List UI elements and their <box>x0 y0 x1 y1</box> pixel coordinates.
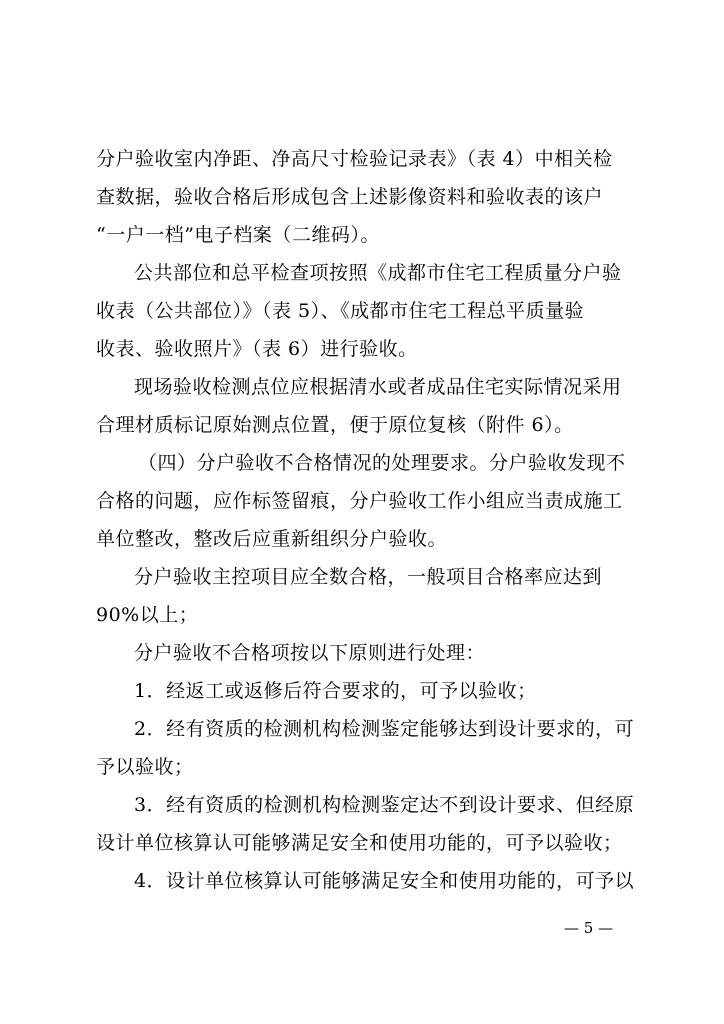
text-line-15: 1．经返工或返修后符合要求的，可予以验收； <box>134 680 537 702</box>
text-line-16: 2．经有资质的检测机构检测鉴定能够达到设计要求的，可 <box>134 718 635 740</box>
text-line-8: 合理材质标记原始测点位置，便于原位复核（附件 6）。 <box>96 414 574 436</box>
page-number: — 5 — <box>564 919 614 937</box>
text-line-3: “一户一档”电子档案（二维码）。 <box>96 224 380 246</box>
text-line-5: 收表（公共部位）》（表 5）、《成都市住宅工程总平质量验 <box>96 300 585 322</box>
text-line-2: 查数据，验收合格后形成包含上述影像资料和验收表的该户 <box>96 186 604 208</box>
text-line-17: 予以验收； <box>96 756 194 778</box>
text-line-12: 分户验收主控项目应全数合格，一般项目合格率应达到 <box>134 566 603 588</box>
text-line-1: 分户验收室内净距、净高尺寸检验记录表》（表 4）中相关检 <box>96 148 613 170</box>
text-line-4: 公共部位和总平检查项按照《成都市住宅工程质量分户验 <box>134 262 622 284</box>
text-line-10: 合格的问题，应作标签留痕，分户验收工作小组应当责成施工 <box>96 490 623 512</box>
text-line-9: （四）分户验收不合格情况的处理要求。分户验收发现不 <box>138 452 626 474</box>
text-line-20: 4．设计单位核算认可能够满足安全和使用功能的，可予以 <box>134 870 635 892</box>
text-line-13: 90%以上； <box>96 604 199 626</box>
text-line-19: 设计单位核算认可能够满足安全和使用功能的，可予以验收； <box>96 832 623 854</box>
text-line-18: 3．经有资质的检测机构检测鉴定达不到设计要求、但经原 <box>134 794 635 816</box>
text-line-7: 现场验收检测点位应根据清水或者成品住宅实际情况采用 <box>134 376 622 398</box>
text-line-11: 单位整改，整改后应重新组织分户验收。 <box>96 528 448 550</box>
text-line-6: 收表、验收照片》（表 6）进行验收。 <box>96 338 418 360</box>
text-line-14: 分户验收不合格项按以下原则进行处理： <box>134 642 486 664</box>
